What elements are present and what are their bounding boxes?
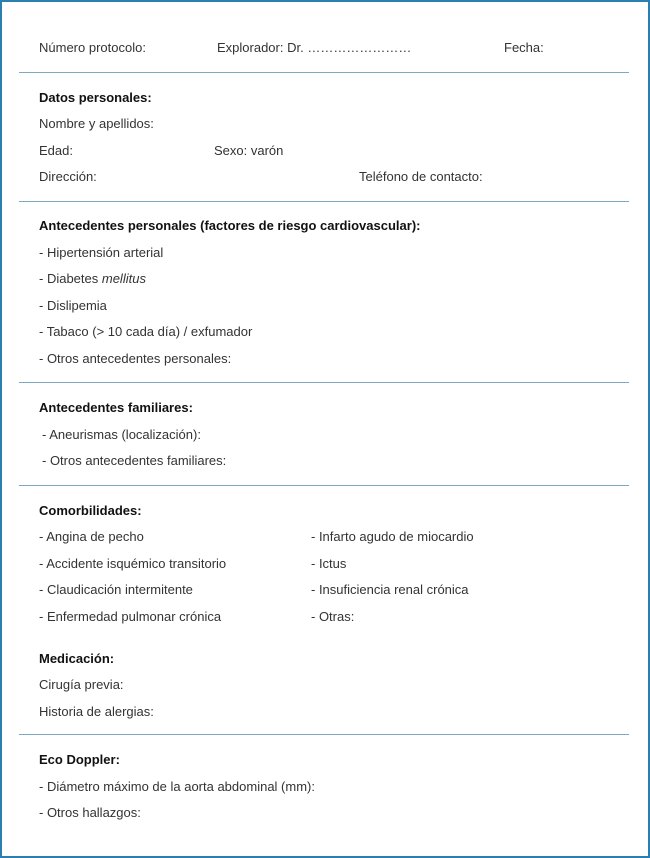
list-item: - Otras: bbox=[311, 609, 355, 624]
explorer-label: Explorador: Dr. …………………… bbox=[217, 40, 412, 55]
phone-label: Teléfono de contacto: bbox=[359, 169, 483, 184]
section-title-medicacion: Medicación: bbox=[39, 651, 115, 666]
list-item: - Otros hallazgos: bbox=[39, 805, 141, 820]
list-item: - Enfermedad pulmonar crónica bbox=[39, 609, 222, 624]
list-item: - Aneurismas (localización): bbox=[42, 427, 201, 442]
list-item: - Ictus bbox=[311, 556, 347, 571]
section-title-comorbilidades: Comorbilidades: bbox=[39, 503, 142, 518]
section-divider bbox=[19, 485, 629, 486]
list-item: - Otros antecedentes familiares: bbox=[42, 453, 227, 468]
address-label: Dirección: bbox=[39, 169, 97, 184]
section-divider bbox=[19, 72, 629, 73]
section-title-eco-doppler: Eco Doppler: bbox=[39, 752, 120, 767]
age-label: Edad: bbox=[39, 143, 73, 158]
section-title-datos-personales: Datos personales: bbox=[39, 90, 152, 105]
list-item: - Hipertensión arterial bbox=[39, 245, 164, 260]
section-divider bbox=[19, 201, 629, 202]
list-item-text: - Diabetes bbox=[39, 271, 102, 286]
list-item: Historia de alergias: bbox=[39, 704, 154, 719]
sex-label: Sexo: varón bbox=[214, 143, 284, 158]
list-item: Cirugía previa: bbox=[39, 677, 124, 692]
list-item: - Dislipemia bbox=[39, 298, 107, 313]
protocol-number-label: Número protocolo: bbox=[39, 40, 146, 55]
list-item-italic: mellitus bbox=[101, 271, 146, 286]
list-item: - Accidente isquémico transitorio bbox=[39, 556, 227, 571]
section-divider bbox=[19, 734, 629, 735]
list-item: - Angina de pecho bbox=[39, 529, 144, 544]
list-item: - Claudicación intermitente bbox=[39, 582, 193, 597]
section-title-antecedentes-personales: Antecedentes personales (factores de riesgo cardiovascular): bbox=[39, 218, 421, 233]
date-label: Fecha: bbox=[504, 40, 544, 55]
list-item bbox=[39, 271, 146, 287]
list-item: - Diámetro máximo de la aorta abdominal (mm): bbox=[39, 779, 315, 794]
list-item: - Tabaco (> 10 cada día) / exfumador bbox=[39, 324, 253, 339]
section-title-antecedentes-familiares: Antecedentes familiares: bbox=[39, 400, 193, 415]
list-item: - Otros antecedentes personales: bbox=[39, 351, 232, 366]
list-item: - Insuficiencia renal crónica bbox=[311, 582, 469, 597]
section-divider bbox=[19, 382, 629, 383]
list-item: - Infarto agudo de miocardio bbox=[311, 529, 474, 544]
name-label: Nombre y apellidos: bbox=[39, 116, 154, 131]
